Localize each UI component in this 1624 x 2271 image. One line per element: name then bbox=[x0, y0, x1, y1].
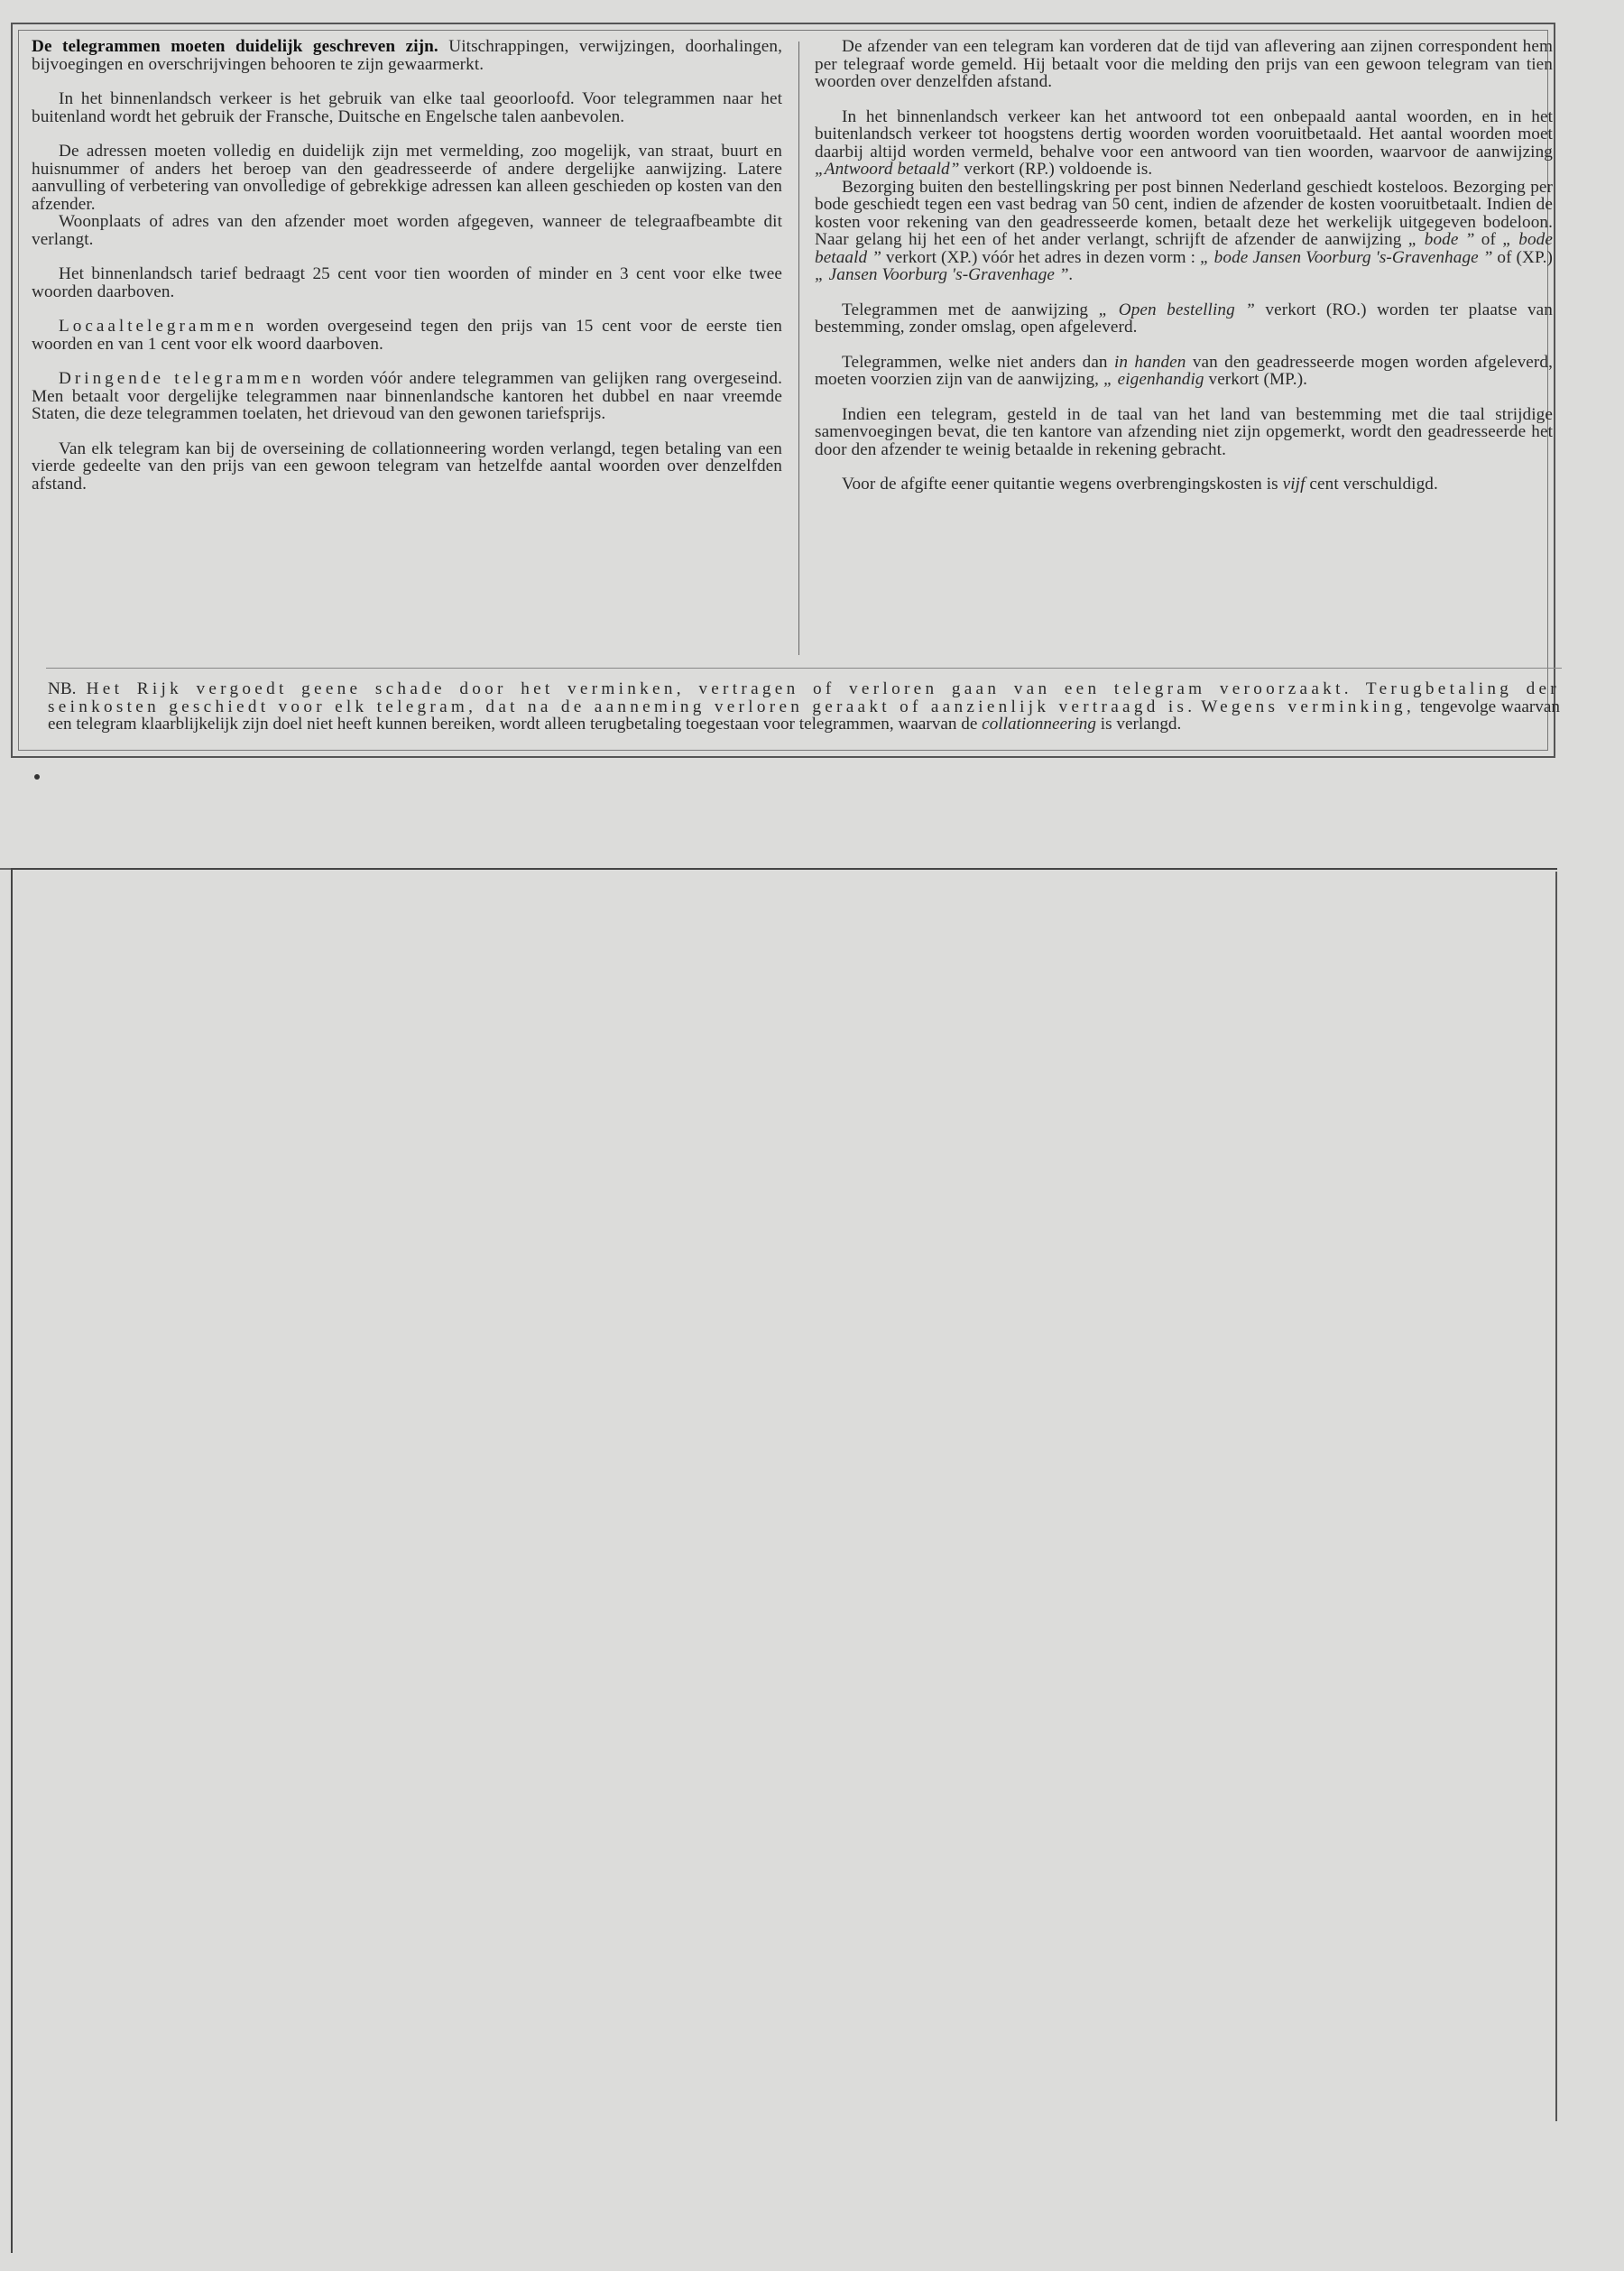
open-delivery-rest: verkort (RO.) worden ter plaatse van bestemming, zonder omslag, open afgeleverd. bbox=[815, 300, 1553, 337]
prepaid-reply-term: „Antwoord betaald” bbox=[815, 160, 960, 179]
nb-refund-text: tengevolge waarvan een telegram klaarblijkelijk zijn doel niet heeft kunnen bereiken, wordt alleen terugbetaling toegestaan voor telegrammen, waarvan de bbox=[48, 697, 1560, 734]
rule-courier-delivery bbox=[815, 179, 1553, 284]
personal-term-in-handen: in handen bbox=[1113, 352, 1186, 372]
nb-mutilation-term: Wegens verminking, bbox=[1201, 697, 1416, 716]
local-telegrams-term: Locaaltelegrammen bbox=[59, 317, 258, 336]
left-column bbox=[32, 38, 782, 510]
lower-frame-left-edge bbox=[11, 868, 13, 2253]
personal-term-eigenhandig: „ eigenhandig bbox=[1103, 370, 1204, 389]
courier-term-bode-betaald: „ bode betaald ” bbox=[815, 230, 1553, 267]
courier-text: Bezorging buiten den bestellingskring per post binnen Nederland geschiedt kosteloos. Bezorging per bode geschiedt tegen een vast bedrag van 50 cent, indien de afzender de kosten vooruitbetaalt. Indien de kosten voor rekening van den geadresseerde komen, betaalt deze het werkelijk uitgegeven bodeloon. Naar gelang hij het een of het ander verlangt, schrijft de afzender de aanwijzing bbox=[815, 177, 1553, 249]
nb-refund-end: is verlangd. bbox=[1100, 715, 1182, 734]
rule-delivery-notice: De afzender van een telegram kan vorderen dat de tijd van aflevering aan zijnen correspondent hem per telegraaf worde gemeld. Hij betaalt voor die melding den prijs van een gewoon telegram van tien woorden over denzelfden afstand. bbox=[815, 37, 1553, 91]
rule-local-telegrams bbox=[32, 318, 782, 353]
open-delivery-text: Telegrammen met de aanwijzing bbox=[842, 300, 1089, 319]
receipt-text: Voor de afgifte eener quitantie wegens overbrengingskosten is bbox=[842, 475, 1278, 494]
rule-prepaid-reply bbox=[815, 108, 1553, 179]
nb-separator bbox=[46, 668, 1562, 669]
nb-liability-text: Het Rijk vergoedt geene schade door het verminken, vertragen of verloren gaan van een telegram veroorzaakt. Terugbetaling der seinkosten geschiedt voor elk telegram, dat na de aanneming verloren geraakt of aanzienlijk vertraagd is. bbox=[48, 679, 1560, 716]
prepaid-reply-text: In het binnenlandsch verkeer kan het antwoord tot een onbepaald aantal woorden, en in het buitenlandsch verkeer tot hoogstens dertig woorden worden vooruitbetaald. Het aantal woorden moet daarbij altijd worden vermeld, behalve voor een antwoord van tien woorden, waarvoor de aanwijzing bbox=[815, 106, 1553, 162]
rule-urgent-telegrams bbox=[32, 370, 782, 423]
urgent-telegrams-term: Dringende telegrammen bbox=[59, 369, 305, 388]
nb-label: NB. bbox=[48, 679, 77, 698]
urgent-telegrams-text: worden vóór andere telegrammen van gelijken rang overgeseind. Men betaalt voor dergelijke telegrammen naar binnenlandsche kantoren het dubbel en naar vreemde Staten, die deze telegrammen toelaten, het drievoud van den gewonen tariefsprijs. bbox=[32, 369, 782, 423]
courier-term-bode: „ bode ” bbox=[1407, 230, 1475, 249]
courier-example-2: „ Jansen Voorburg 's-Gravenhage ”. bbox=[815, 265, 1074, 284]
receipt-rest: cent verschuldigd. bbox=[1309, 475, 1438, 494]
lower-blank-frame bbox=[11, 868, 1557, 2259]
rule-open-delivery bbox=[815, 301, 1553, 337]
nb-notice bbox=[48, 680, 1560, 734]
instructions-inner-border bbox=[18, 30, 1560, 751]
lower-frame-extension bbox=[0, 868, 11, 870]
rule-language: In het binnenlandsch verkeer is het gebruik van elke taal geoorloofd. Voor telegrammen naar het buitenland wordt het gebruik der Fransche, Duitsche en Engelsche talen aanbevolen. bbox=[32, 89, 782, 126]
rule-language-combinations: Indien een telegram, gesteld in de taal van het land van bestemming met die taal strijdige samenvoegingen bevat, die ten kantore van afzending niet zijn opgemerkt, wordt den geadresseerde het door den afzender te weinig betaalde in rekening gebracht. bbox=[815, 404, 1553, 459]
rule-addresses: De adressen moeten volledig en duidelijk zijn met vermelding, zoo mogelijk, van straat, buurt en huisnummer of anders het beroep van den geadresseerde of andere dergelijke aanwijzing. Latere aanvulling of verbetering van onvolledige of gebrekkige adressen kan alleen geschieden op kosten van den afzender. bbox=[32, 142, 782, 214]
ink-dot bbox=[34, 774, 40, 780]
personal-text-2: van den geadresseerde mogen worden afgeleverd, moeten voorzien zijn van de aanwijzing, bbox=[815, 352, 1554, 389]
column-divider bbox=[798, 42, 799, 655]
right-column bbox=[815, 38, 1553, 511]
rule-legibility-text: Uitschrappingen, verwijzingen, doorhalingen, bijvoegingen en overschrijvingen behooren te zijn gewaarmerkt. bbox=[32, 37, 782, 74]
rule-legibility bbox=[32, 38, 782, 73]
rule-personal-delivery bbox=[815, 354, 1553, 389]
personal-text: Telegrammen, welke niet anders dan bbox=[842, 352, 1108, 372]
rule-legibility-bold: De telegrammen moeten duidelijk geschreven zijn. bbox=[32, 37, 438, 56]
courier-or-2: of (XP.) bbox=[1497, 247, 1554, 267]
courier-abbrev: verkort (XP.) vóór het adres in dezen vorm : bbox=[885, 247, 1196, 267]
rule-domestic-tariff: Het binnenlandsch tarief bedraagt 25 cent voor tien woorden of minder en 3 cent voor elke twee woorden daarboven. bbox=[32, 264, 782, 301]
lower-frame-right-edge bbox=[1555, 872, 1557, 2121]
nb-collation-term: collationneering bbox=[982, 715, 1096, 734]
personal-abbrev: verkort (MP.). bbox=[1208, 370, 1308, 389]
prepaid-reply-abbrev: verkort (RP.) voldoende is. bbox=[964, 160, 1153, 179]
receipt-amount: vijf bbox=[1282, 475, 1306, 494]
courier-example-1: „ bode Jansen Voorburg 's-Gravenhage ” bbox=[1199, 247, 1493, 267]
rule-receipt bbox=[815, 475, 1553, 494]
instructions-box bbox=[11, 23, 1560, 758]
rule-collation: Van elk telegram kan bij de overseining de collationneering worden verlangd, tegen betaling van een vierde gedeelte van den prijs van een gewoon telegram van hetzelfde aantal woorden over denzelfden afstand. bbox=[32, 439, 782, 494]
local-telegrams-text: worden overgeseind tegen den prijs van 15 cent voor de eerste tien woorden en van 1 cent voor elk woord daarboven. bbox=[32, 317, 782, 354]
rule-sender-address: Woonplaats of adres van den afzender moet worden afgegeven, wanneer de telegraafbeambte dit verlangt. bbox=[32, 212, 782, 249]
open-delivery-term: „ Open bestelling ” bbox=[1098, 300, 1255, 319]
courier-or-1: of bbox=[1481, 230, 1496, 249]
